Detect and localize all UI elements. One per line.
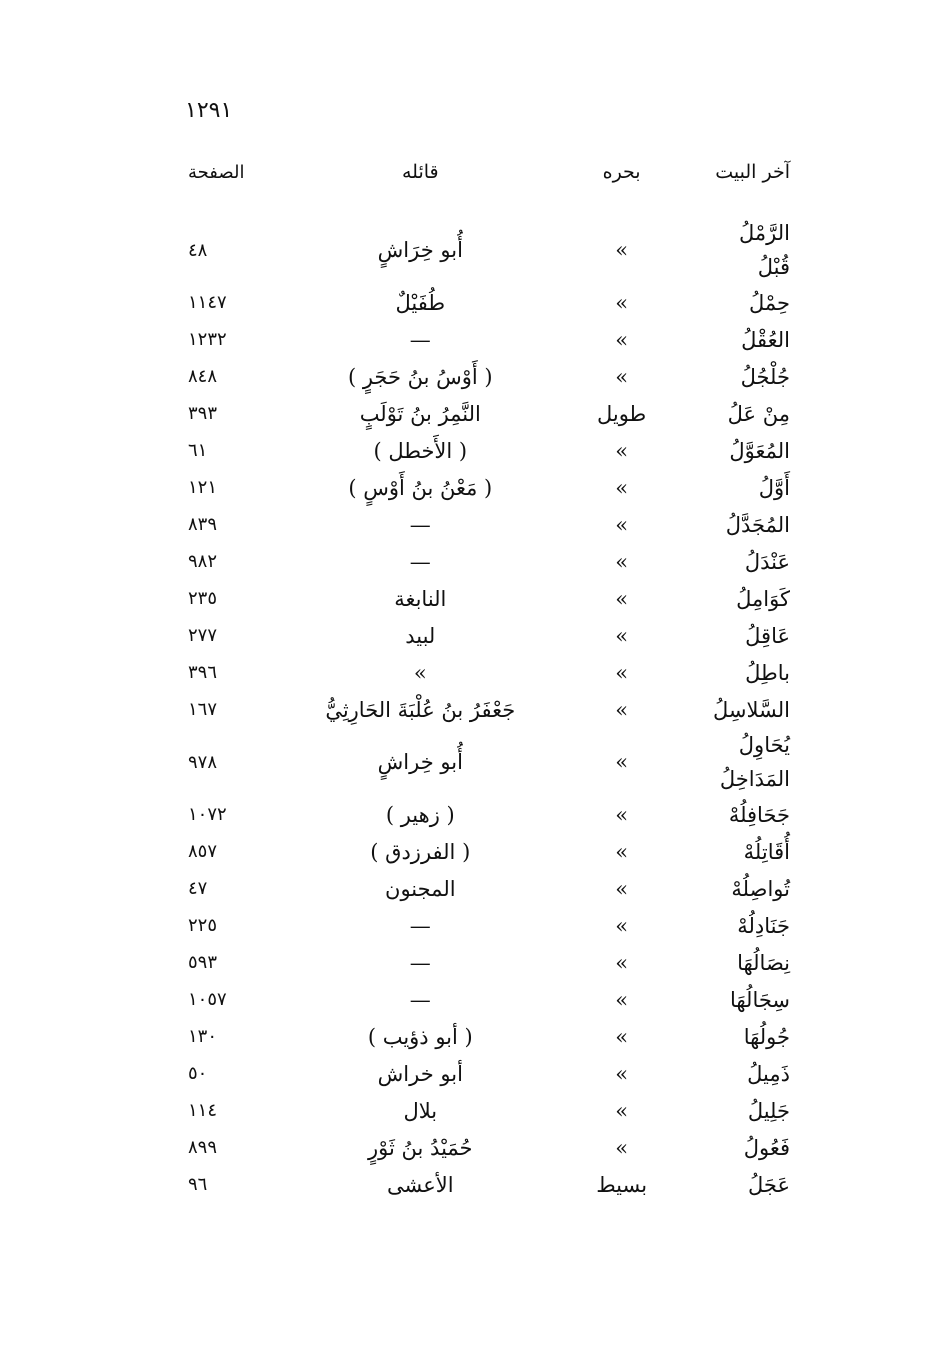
verse-end-word: المُعَوَّلُ — [729, 438, 790, 463]
verse-end-word: مِنْ عَلُ — [727, 401, 790, 426]
page-ref-cell: ١٠٥٧ — [188, 989, 227, 1010]
meter-cell: » — [615, 950, 629, 975]
page-ref-cell: ٦١ — [188, 440, 208, 461]
meter-cell: » — [615, 1024, 629, 1049]
poet-cell: ( مَعْنُ بنُ أَوْسٍ ) — [348, 475, 493, 500]
verse-end-cell — [683, 506, 800, 543]
verse-end-word: أَوَّلُ — [758, 475, 790, 500]
page-ref-cell: ٩٦ — [188, 1174, 208, 1195]
table-row — [170, 506, 800, 543]
header-page: الصفحة — [188, 161, 245, 183]
poet-cell: طُفَيْلٌ — [395, 290, 446, 315]
table-row — [170, 1018, 800, 1055]
meter-cell: » — [615, 802, 629, 827]
page-ref-cell: ٣٩٣ — [188, 403, 218, 424]
verse-end-word: جُولُهَا — [743, 1024, 790, 1049]
poet-cell: — — [409, 327, 431, 352]
verse-end-cell — [683, 907, 800, 944]
poet-cell: جَعْفَرُ بنُ عُلْبَةَ الحَارِثِيُّ — [325, 697, 516, 722]
poet-cell: النابغة — [394, 586, 447, 611]
table-row — [170, 321, 800, 358]
verse-end-cell — [683, 1055, 800, 1092]
meter-cell: » — [615, 586, 629, 611]
verse-end-cell — [683, 981, 800, 1018]
table-row — [170, 1092, 800, 1129]
table-row — [170, 469, 800, 506]
verse-end-word: عَجَلُ — [748, 1172, 790, 1197]
poet-cell: بلال — [403, 1098, 438, 1123]
page-ref-cell: ٢٣٥ — [188, 588, 218, 609]
page-number: ١٢٩١ — [185, 98, 233, 123]
poet-cell: ( أَوْسُ بنُ حَجَرٍ ) — [347, 364, 493, 389]
table-row — [170, 1129, 800, 1166]
verse-end-cell — [683, 1166, 800, 1203]
page-ref-cell: ١٣٠ — [188, 1026, 218, 1047]
meter-cell: » — [615, 475, 629, 500]
header-verse-end: آخر البيت — [715, 161, 790, 183]
verse-end-cell — [683, 796, 800, 833]
verse-end-cell — [683, 284, 800, 321]
table-row — [170, 1055, 800, 1092]
verse-end-cell — [683, 543, 800, 580]
table-row — [170, 358, 800, 395]
poet-cell: ( أبو ذؤيب ) — [367, 1024, 473, 1049]
poet-cell: أُبو خِراشٍ — [377, 750, 463, 774]
table-row — [170, 216, 800, 284]
poet-cell: لبيد — [405, 623, 436, 648]
meter-cell: » — [615, 549, 629, 574]
page-ref-cell: ٨٥٧ — [188, 841, 218, 862]
verse-end-cell — [683, 728, 800, 796]
verse-end-cell — [683, 944, 800, 981]
poet-cell: — — [409, 549, 431, 574]
verse-end-cell — [683, 1092, 800, 1129]
verse-end-cell — [683, 358, 800, 395]
table-row — [170, 833, 800, 870]
poet-cell: — — [409, 512, 431, 537]
poet-cell: — — [409, 913, 431, 938]
page-ref-cell: ١٢٣٢ — [188, 329, 227, 350]
poet-cell: — — [409, 987, 431, 1012]
meter-cell: » — [615, 750, 629, 774]
poet-cell: أبو خراش — [377, 1061, 463, 1086]
verse-end-word: جُلْجُلُ — [740, 364, 790, 389]
page-ref-cell: ١١٤٧ — [188, 292, 227, 313]
verse-end-word: سِجَالُهَا — [729, 987, 790, 1012]
meter-cell: » — [615, 512, 629, 537]
table-row — [170, 617, 800, 654]
verse-end-word: أُقَاتِلُهْ — [743, 839, 790, 864]
verse-end-cell — [683, 1129, 800, 1166]
verse-end-cell — [683, 580, 800, 617]
verse-end-word: باطِلُ — [745, 660, 790, 685]
verse-end-word: فَعُولُ — [743, 1135, 790, 1160]
page-ref-cell: ٥٩٣ — [188, 952, 218, 973]
verse-end-word: جَنَادِلُهْ — [737, 913, 790, 938]
poet-cell: ( زهير ) — [385, 802, 455, 827]
poet-cell: المجنون — [385, 876, 456, 901]
verse-end-cell — [683, 432, 800, 469]
table-row — [170, 284, 800, 321]
meter-cell: طويل — [596, 401, 647, 426]
meter-cell: بسيط — [596, 1172, 648, 1197]
meter-cell: » — [615, 290, 629, 315]
verse-end-cell — [683, 216, 800, 284]
header-meter: بحره — [602, 161, 641, 183]
meter-cell: » — [615, 438, 629, 463]
verse-end-word: جَحَافِلُهْ — [728, 802, 790, 827]
verse-end-cell — [683, 654, 800, 691]
table-row — [170, 870, 800, 907]
page-ref-cell: ١١٤ — [188, 1100, 218, 1121]
meter-cell: » — [615, 987, 629, 1012]
header-poet: قائله — [401, 161, 439, 183]
meter-cell: » — [615, 1135, 629, 1160]
table-row — [170, 691, 800, 728]
table-row — [170, 944, 800, 981]
meter-cell: » — [615, 660, 629, 685]
page-ref-cell: ١٦٧ — [188, 699, 218, 720]
page-ref-cell: ٤٧ — [188, 878, 208, 899]
verse-end-word: قُبْلُ — [757, 255, 790, 279]
verse-end-cell — [683, 833, 800, 870]
verse-end-word: المُجَدَّلُ — [725, 512, 790, 537]
verse-index-table — [170, 150, 800, 1203]
table-row — [170, 580, 800, 617]
page-ref-cell: ٩٨٢ — [188, 551, 218, 572]
verse-end-word: حِمْلُ — [748, 290, 790, 315]
table-row — [170, 796, 800, 833]
table-row — [170, 1166, 800, 1203]
verse-end-word: عَاقِلُ — [745, 623, 790, 648]
meter-cell: » — [615, 623, 629, 648]
page-ref-cell: ٢٧٧ — [188, 625, 218, 646]
verse-end-word: نِصَالُهَا — [737, 950, 790, 975]
meter-cell: » — [615, 876, 629, 901]
page-ref-cell: ٥٠ — [188, 1063, 208, 1084]
verse-end-word: جَلِيلُ — [747, 1098, 790, 1123]
page-ref-cell: ٢٢٥ — [188, 915, 218, 936]
meter-cell: » — [615, 327, 629, 352]
meter-cell: » — [615, 839, 629, 864]
verse-end-cell — [683, 395, 800, 432]
meter-cell: » — [615, 1098, 629, 1123]
verse-end-cell — [683, 617, 800, 654]
table-row — [170, 432, 800, 469]
meter-cell: » — [615, 1061, 629, 1086]
poet-cell: حُمَيْدُ بنُ ثَوْرٍ — [368, 1135, 473, 1160]
page-ref-cell: ٨٤٨ — [188, 366, 218, 387]
page-ref-cell: ٨٣٩ — [188, 514, 218, 535]
table-row — [170, 543, 800, 580]
poet-cell: أُبو خِرَاشٍ — [377, 238, 463, 262]
verse-end-cell — [683, 870, 800, 907]
meter-cell: » — [615, 364, 629, 389]
verse-end-cell — [683, 691, 800, 728]
table-header-row — [170, 150, 800, 194]
page-ref-cell: ٩٧٨ — [188, 751, 218, 773]
poet-cell: النَّمِرُ بنُ تَوْلَبٍ — [359, 401, 481, 426]
page-ref-cell: ١٠٧٢ — [188, 804, 227, 825]
page-ref-cell: ٤٨ — [188, 239, 208, 261]
table-row — [170, 981, 800, 1018]
verse-end-word: كَوَامِلُ — [736, 586, 790, 611]
verse-end-word: يُحَاوِلُ — [738, 733, 790, 757]
poet-cell: » — [413, 660, 427, 685]
table-body — [170, 194, 800, 1203]
table-row — [170, 907, 800, 944]
page-ref-cell: ٨٩٩ — [188, 1137, 218, 1158]
poet-cell: ( الأَخطل ) — [373, 438, 468, 463]
table-row — [170, 654, 800, 691]
verse-end-word: العُقْلُ — [741, 327, 790, 352]
verse-end-word: ذَمِيلُ — [747, 1061, 790, 1086]
verse-end-word: المَدَاخِلُ — [719, 767, 790, 791]
verse-end-word: الرَّمْلُ — [739, 221, 790, 245]
poet-cell: — — [409, 950, 431, 975]
poet-cell: ( الفرزدق ) — [370, 839, 471, 864]
meter-cell: » — [615, 913, 629, 938]
table-row — [170, 728, 800, 796]
page-ref-cell: ٣٩٦ — [188, 662, 218, 683]
verse-end-cell — [683, 321, 800, 358]
table-row — [170, 395, 800, 432]
page-ref-cell: ١٢١ — [188, 477, 218, 498]
meter-cell: » — [615, 238, 629, 262]
poet-cell: الأعشى — [386, 1172, 454, 1197]
verse-end-word: عَنْدَلُ — [744, 549, 790, 574]
meter-cell: » — [615, 697, 629, 722]
verse-end-cell — [683, 1018, 800, 1055]
verse-end-cell — [683, 469, 800, 506]
verse-end-word: تُواصِلُهْ — [731, 876, 790, 901]
verse-end-word: السَّلاسِلُ — [713, 697, 790, 722]
